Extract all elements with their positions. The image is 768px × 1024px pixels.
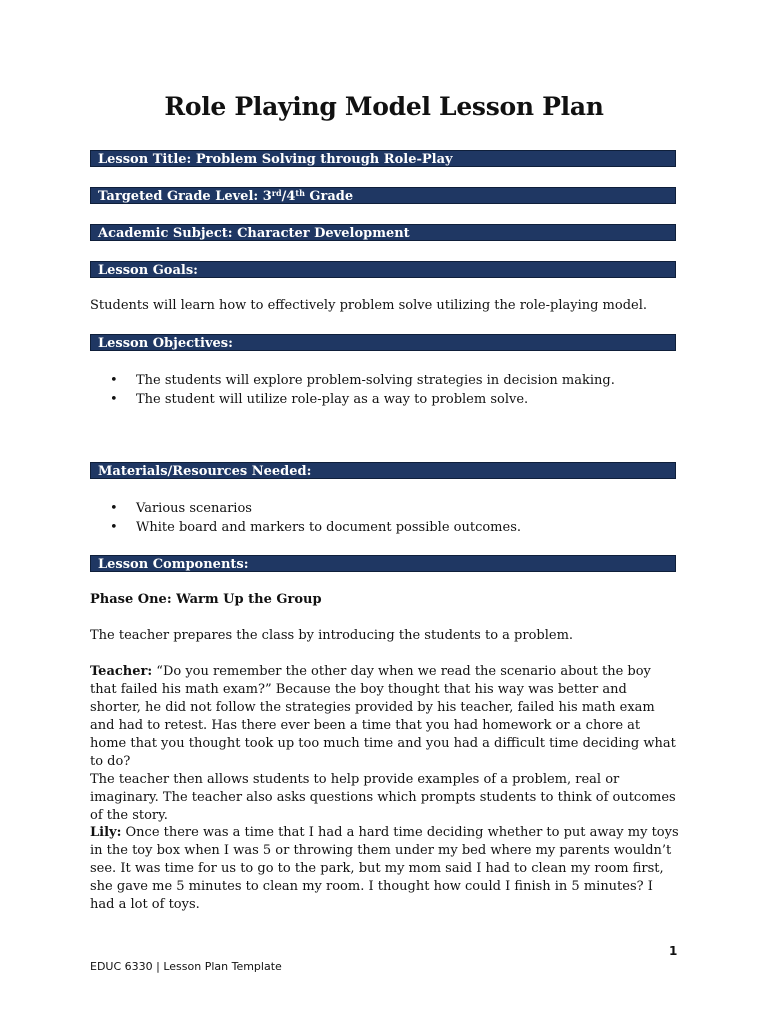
- list-item: • White board and markers to document possible outcomes.: [110, 518, 680, 537]
- lesson-title-bar: Lesson Title: Problem Solving through Role-Play: [90, 150, 676, 167]
- lily-label: Lily:: [90, 825, 122, 840]
- list-item: • The student will utilize role-play as a way to problem solve.: [110, 390, 680, 409]
- document-title: Role Playing Model Lesson Plan: [164, 92, 604, 121]
- grade-level-bar: [90, 187, 676, 204]
- lily-text: Once there was a time that I had a hard time deciding whether to put away my toys in the toy box when I was 5 or throwing them under my bed where my parents wouldn’t see. It was time for us to go to the park, but my mom said I had to clean my room first, she gave me 5 minutes to clean my room. I thought how could I finish in 5 minutes? I had a lot of toys.: [90, 825, 679, 912]
- teacher-label: Teacher:: [90, 664, 153, 679]
- grade-sup-th: th: [295, 188, 305, 198]
- grade-level-mid: /4: [281, 189, 296, 204]
- teacher-paragraph: [90, 663, 680, 771]
- goals-text: Students will learn how to effectively problem solve utilizing the role-playing model.: [90, 298, 648, 313]
- page-number: 1: [669, 944, 678, 958]
- lily-paragraph: [90, 824, 680, 914]
- list-item: • The students will explore problem-solving strategies in decision making.: [110, 371, 680, 390]
- lesson-components-bar: Lesson Components:: [90, 555, 676, 572]
- grade-sup-rd: rd: [271, 188, 282, 198]
- footer-text: EDUC 6330 | Lesson Plan Template: [90, 960, 282, 973]
- phase-one-heading: Phase One: Warm Up the Group: [90, 592, 322, 607]
- academic-subject-bar: Academic Subject: Character Development: [90, 224, 676, 241]
- teacher-text: “Do you remember the other day when we read the scenario about the boy that failed his math exam?” Because the boy thought that his way was better and shorter, he did not follow the strategies provided by his teacher, failed his math exam and had to retest. Has there ever been a time that you had homework or a chore at home that you thought took up too much time and you had a difficult time deciding what to do?: [90, 664, 676, 769]
- grade-level-prefix: Targeted Grade Level: 3: [98, 189, 272, 204]
- grade-level-suffix: Grade: [304, 189, 354, 204]
- objectives-list: [110, 371, 680, 409]
- list-item: • Various scenarios: [110, 499, 680, 518]
- materials-list: [110, 499, 680, 537]
- intro-text: The teacher prepares the class by introducing the students to a problem.: [90, 628, 574, 643]
- lesson-goals-bar: Lesson Goals:: [90, 261, 676, 278]
- lesson-objectives-bar: Lesson Objectives:: [90, 334, 676, 351]
- teacher-then-paragraph: The teacher then allows students to help provide examples of a problem, real or imaginary. The teacher also asks questions which prompts students to think of outcomes of the story.: [90, 772, 676, 823]
- materials-bar: Materials/Resources Needed:: [90, 462, 676, 479]
